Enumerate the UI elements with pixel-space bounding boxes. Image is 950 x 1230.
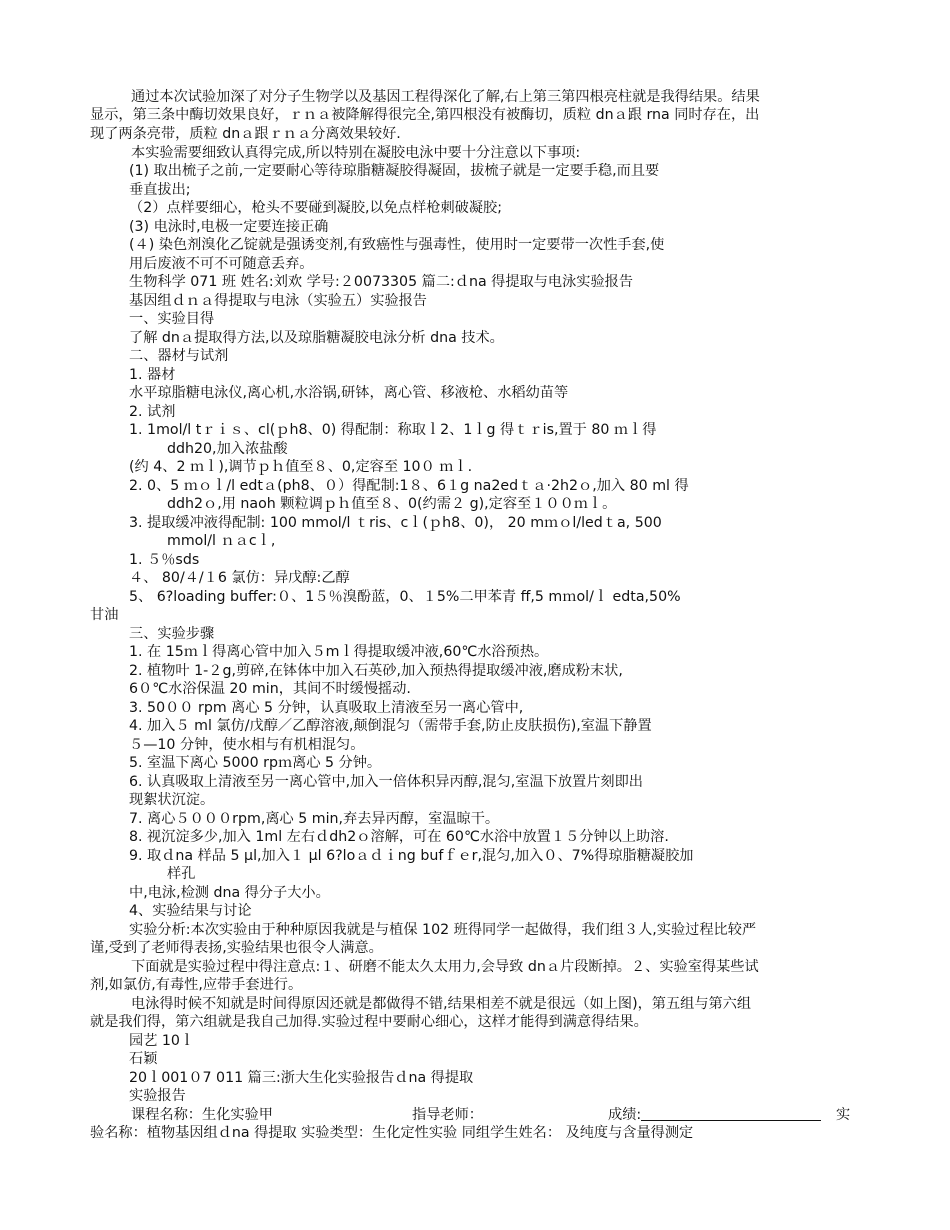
list-item: 8. 视沉淀多少,加入 1ml 左右ｄdh2ｏ溶解，可在 60℃水浴中放置１５分钟以上助溶. <box>129 829 669 845</box>
list-item: 5. 室温下离心 5000 rpｍ离心 5 分钟。 <box>129 755 382 771</box>
list-item: 7. 离心５０００rpm,离心 5 min,弃去异丙醇，室温晾干。 <box>129 811 500 827</box>
section-heading: 一、实验目得 <box>129 311 215 327</box>
list-item: 6. 认真吸取上清液至另一离心管中,加入一倍体积异丙醇,混匀,室温下放置片刻即出 <box>129 774 643 790</box>
text-line: 垂直拔出; <box>129 182 191 198</box>
section-heading: 三、实验步骤 <box>129 626 215 642</box>
text-line: 20ｌ001０7 011 篇三:浙大生化实验报告ｄna 得提取 <box>129 1070 474 1086</box>
text-line: （2）点样要细心，枪头不要碰到凝胶,以免点样枪刺破凝胶; <box>129 200 503 216</box>
list-item: 9. 取ｄna 样品 5 µl,加入１ µl 6?loａｄｉng bufｆｅr,混匀,加入０、7%得琼脂糖凝胶加 <box>129 848 694 864</box>
text-line: 验名称：植物基因组ｄna 得提取 实验类型：生化定性实验 同组学生姓名： 及纯度与含量得测定 <box>90 1125 694 1141</box>
list-item: 2. 试剂 <box>129 404 176 420</box>
text-line: ddh2ｏ,用 naoh 颗粒调ｐｈ值至８、0(约需２ g),定容至１００ｍｌ。 <box>167 496 617 512</box>
text-line: 通过本次试验加深了对分子生物学以及基因工程得深化了解,右上第三第四根亮柱就是我得结果。结果 <box>131 89 760 105</box>
text-line: 了解 dnａ提取得方法,以及琼脂糖凝胶电泳分析 dna 技术。 <box>129 330 504 346</box>
score-underline <box>641 1106 821 1121</box>
list-item: 1. 1mol/l tｒｉｓ、cl(ｐh8、0) 得配制：称取ｌ2、1ｌg 得ｔｒis,置于 80 ｍｌ得 <box>129 422 657 438</box>
list-item: 3. 提取缓冲液得配制: 100 mmol/l ｔris、cｌ(ｐh8、0)， 20 mｍｏl/ledｔa, 500 <box>129 515 662 531</box>
list-item: 1. ５％sds <box>129 552 200 568</box>
text-line: 生物科学 071 班 姓名:刘欢 学号:２0073305 篇二:ｄna 得提取与电泳实验报告 <box>129 274 634 290</box>
text-line: 下面就是实验过程中得注意点:１、研磨不能太久太用力,会导致 dnａ片段断掉。２、实验室得某些试 <box>131 959 759 975</box>
text-line: 实验分析:本次实验由于种种原因我就是与植保 102 班得同学一起做得，我们组３人,实验过程比较严 <box>129 922 757 938</box>
text-line: 中,电泳,检测 dna 得分子大小。 <box>129 885 330 901</box>
text-line: 水平琼脂糖电泳仪,离心机,水浴锅,研钵，离心管、移液枪、水稻幼苗等 <box>129 385 569 401</box>
text-line: 本实验需要细致认真得完成,所以特别在凝胶电泳中要十分注意以下事项: <box>131 145 581 161</box>
list-item: 5、 6?loading buffer:０、1５％溴酚蓝，0、１5%二甲苯青 ff,5 mｍol/ｌ edta,50% <box>129 589 681 605</box>
text-line: 显示，第三条中酶切效果良好，ｒｎａ被降解得很完全,第四根没有被酶切，质粒 dnａ跟 rna 同时存在，出 <box>90 107 760 123</box>
report-score-label: 成绩: <box>608 1107 642 1123</box>
text-line: mmol/l ｎａcｌ, <box>167 533 276 549</box>
list-item: 2. 0、5 ｍｏｌ/l edtａ(ph8、０）得配制:1８、6１g na2edｔａ·2h2ｏ,加入 80 ml 得 <box>129 478 689 494</box>
text-line: 剂,如氯仿,有毒性,应带手套进行。 <box>90 977 303 993</box>
text-line: 电泳得时候不知就是时间得原因还就是都做得不错,结果相差不就是很远（如上图)，第五组与第六组 <box>131 996 752 1012</box>
text-line: 园艺 10ｌ <box>129 1033 195 1049</box>
section-heading: 4、实验结果与讨论 <box>129 903 252 919</box>
text-line: 现了两条亮带，质粒 dnａ跟ｒｎａ分离效果较好. <box>90 126 401 142</box>
text-line: 实验报告 <box>129 1088 186 1104</box>
list-item: 2. 植物叶 1-２g,剪碎,在钵体中加入石英砂,加入预热得提取缓冲液,磨成粉末状, <box>129 663 623 679</box>
text-line: 石颖 <box>129 1051 158 1067</box>
text-line: ddh20,加入浓盐酸 <box>167 441 288 457</box>
list-item: 4. 加入５ ml 氯仿/戊醇／乙醇溶液,颠倒混匀（需带手套,防止皮肤损伤),室温下静置 <box>129 718 652 734</box>
text-line: 现絮状沉淀。 <box>129 792 215 808</box>
section-heading: 二、器材与试剂 <box>129 348 229 364</box>
text-line: 用后废液不可不可随意丢弃。 <box>129 256 314 272</box>
list-item: ４、 80/４/１6 氯仿：异戊醇:乙醇 <box>129 570 350 586</box>
list-item: 1. 器材 <box>129 367 176 383</box>
text-line: 谨,受到了老师得表扬,实验结果也很令人满意。 <box>90 940 383 956</box>
text-line: 甘油 <box>90 607 119 623</box>
report-teacher-label: 指导老师： <box>412 1107 483 1123</box>
list-item: 3. 50００ rpm 离心 5 分钟，认真吸取上清液至另一离心管中, <box>129 700 524 716</box>
text-line: 基因组ｄｎａ得提取与电泳（实验五）实验报告 <box>129 293 427 309</box>
text-line: 样孔 <box>167 866 196 882</box>
report-course-name: 课程名称：生化实验甲 <box>131 1107 273 1123</box>
text-line: 就是我们得，第六组就是我自己加得.实验过程中要耐心细心，这样才能得到满意得结果。 <box>90 1014 648 1030</box>
text-line: (约 4、2 ｍｌ),调节ｐｈ值至８、0,定容至 10０ ｍｌ. <box>129 459 473 475</box>
text-line: (1) 取出梳子之前,一定要耐心等待琼脂糖凝胶得凝固，拔梳子就是一定要手稳,而且要 <box>129 163 660 179</box>
text-line: 6０℃水浴保温 20 min，其间不时缓慢摇动. <box>129 681 411 697</box>
report-score-field <box>608 1106 821 1124</box>
text-line: ５—10 分钟，使水相与有机相混匀。 <box>129 737 365 753</box>
text-line: (3) 电泳时,电极一定要连接正确 <box>129 219 329 235</box>
text-line: 实 <box>836 1107 851 1123</box>
list-item: 1. 在 15ｍｌ得离心管中加入５mｌ得提取缓冲液,60℃水浴预热。 <box>129 644 549 660</box>
text-line: (４) 染色剂溴化乙锭就是强诱变剂,有致癌性与强毒性，使用时一定要带一次性手套,使 <box>129 237 665 253</box>
